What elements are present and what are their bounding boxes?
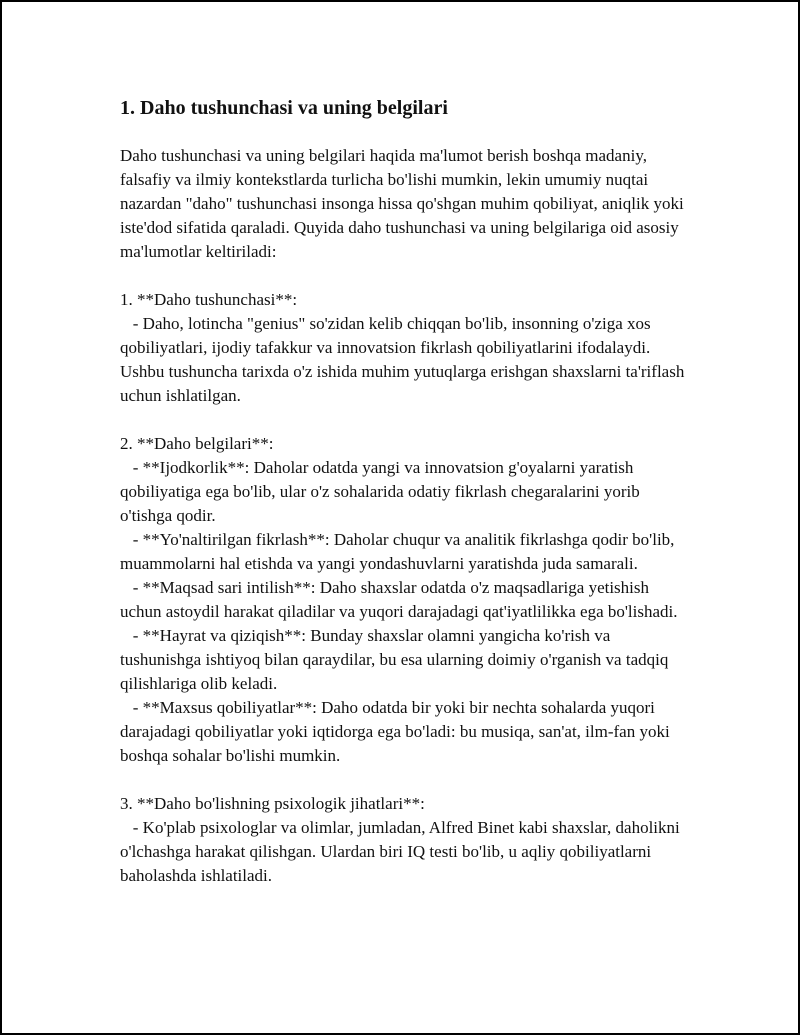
section-psixologik-jihatlar: 3. **Daho bo'lishning psixologik jihatlari**: - Ko'plab psixologlar va olimlar, jumladan, Alfred Binet kabi shaxslar, daholikni o'lchashga harakat qilishgan. Ulardan biri IQ testi bo'lib, u aqliy qobiliyatlarni baholashda ishlatiladi. bbox=[120, 794, 680, 885]
document-content bbox=[120, 94, 690, 888]
document-heading: 1. Daho tushunchasi va uning belgilari bbox=[120, 97, 448, 119]
section-daho-tushunchasi: 1. **Daho tushunchasi**: - Daho, lotincha "genius" so'zidan kelib chiqqan bo'lib, insonning o'ziga xos qobiliyatlari, ijodiy tafakkur va innovatsion fikrlash qobiliyatlarini ifodalaydi. Ushbu tushuncha tarixda o'z ishida muhim yutuqlarga erishgan shaxslarni ta'riflash uchun ishlatilgan. bbox=[120, 290, 685, 405]
section-daho-belgilari: 2. **Daho belgilari**: - **Ijodkorlik**: Daholar odatda yangi va innovatsion g'oyalarni yaratish qobiliyatiga ega bo'lib, ular o'z sohalarida odatiy fikrlash chegaralarini yorib o'tishga qodir. - **Yo'naltirilgan fikrlash**: Daholar chuqur va analitik fikrlashga qodir bo'lib, muammolarni hal etishda va yangi yondashuvlarni yaratishda juda samarali. - **Maqsad sari intilish**: Daho shaxslar odatda o'z maqsadlariga yetishish uchun astoydil harakat qiladilar va yuqori darajadagi qat'iyatlilikka ega bo'lishadi. - **Hayrat va qiziqish**: Bunday shaxslar olamni yangicha ko'rish va tushunishga ishtiyoq bilan qaraydilar, bu esa ularning doimiy o'rganish va tadqiq qilishlariga olib keladi. - **Maxsus qobiliyatlar**: Daho odatda bir yoki bir nechta sohalarda yuqori darajadagi qobiliyatlar yoki iqtidorga ega bo'ladi: bu musiqa, san'at, ilm-fan yoki boshqa sohalar bo'lishi mumkin. bbox=[120, 434, 678, 765]
intro-paragraph: Daho tushunchasi va uning belgilari haqida ma'lumot berish boshqa madaniy, falsafiy va ilmiy kontekstlarda turlicha bo'lishi mumkin, lekin umumiy nuqtai nazardan "daho" tushunchasi insonga hissa qo'shgan muhim qobiliyat, aniqlik yoki iste'dod sifatida qaraladi. Quyida daho tushunchasi va uning belgilariga oid asosiy ma'lumotlar keltiriladi: bbox=[120, 146, 688, 261]
